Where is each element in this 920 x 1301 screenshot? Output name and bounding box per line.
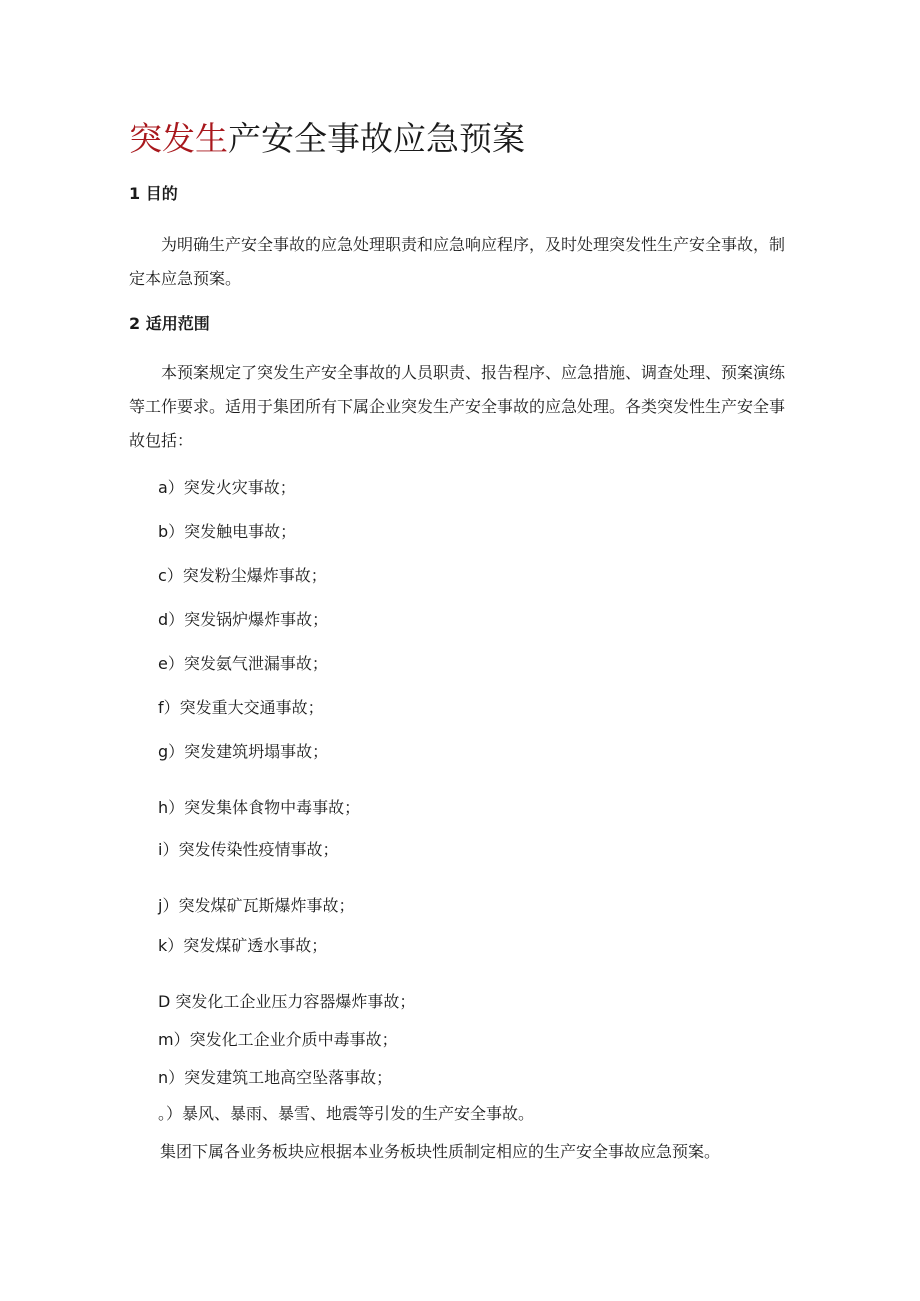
section-paragraph-purpose	[129, 228, 799, 296]
section-heading-scope: 2 适用范围	[129, 314, 210, 333]
section-heading-purpose: 1 目的	[129, 184, 178, 203]
list-item: n）突发建筑工地高空坠落事故；	[158, 1068, 393, 1087]
paragraph-text: 本预案规定了突发生产安全事故的人员职责、报告程序、应急措施、调查处理、预案演练等工作要求。适用于集团所有下属企业突发生产安全事故的应急处理。各类突发性生产安全事故包括：	[129, 363, 786, 450]
list-item: d）突发锅炉爆炸事故；	[158, 610, 329, 629]
list-item: m）突发化工企业介质中毒事故；	[158, 1030, 398, 1049]
list-item: i）突发传染性疫情事故；	[158, 840, 339, 859]
section-paragraph-scope	[129, 356, 799, 458]
list-item: e）突发氨气泄漏事故；	[158, 654, 328, 673]
title-accent: 突发生	[129, 119, 228, 158]
list-item: k）突发煤矿透水事故；	[158, 936, 328, 955]
list-item: 。）暴风、暴雨、暴雪、地震等引发的生产安全事故。	[158, 1104, 535, 1123]
list-item: b）突发触电事故；	[158, 522, 297, 541]
title-rest: 产安全事故应急预案	[228, 119, 525, 158]
list-item: g）突发建筑坍塌事故；	[158, 742, 329, 761]
list-item: h）突发集体食物中毒事故；	[158, 798, 361, 817]
list-item: D 突发化工企业压力容器爆炸事故；	[158, 992, 416, 1011]
closing-paragraph: 集团下属各业务板块应根据本业务板块性质制定相应的生产安全事故应急预案。	[160, 1142, 721, 1161]
list-item: c）突发粉尘爆炸事故；	[158, 566, 327, 585]
document-title	[129, 118, 525, 160]
paragraph-text: 为明确生产安全事故的应急处理职责和应急响应程序，及时处理突发性生产安全事故，制定本应急预案。	[129, 235, 786, 288]
list-item: j）突发煤矿瓦斯爆炸事故；	[158, 896, 355, 915]
list-item: a）突发火灾事故；	[158, 478, 296, 497]
list-item: f）突发重大交通事故；	[158, 698, 324, 717]
